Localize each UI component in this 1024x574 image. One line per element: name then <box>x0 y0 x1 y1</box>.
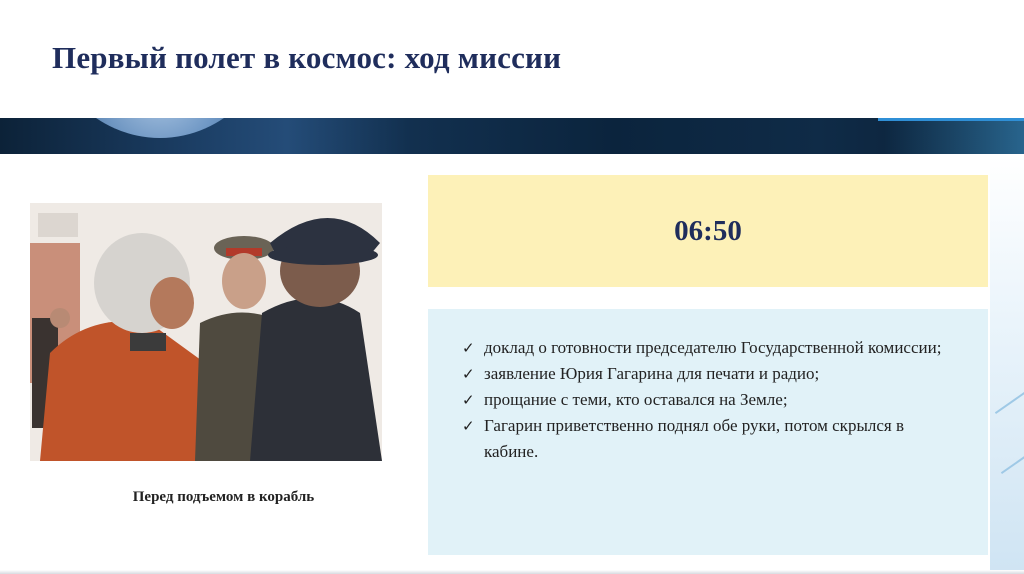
list-item <box>462 413 954 465</box>
checkmark-icon: ✓ <box>462 365 475 383</box>
photo-caption: Перед подъемом в корабль <box>132 489 315 505</box>
list-item <box>462 361 954 387</box>
event-text: заявление Юрия Гагарина для печати и радио; <box>484 364 820 383</box>
event-text: доклад о готовности председателю Государственной комиссии; <box>484 338 942 357</box>
earth-horizon-graphic <box>40 118 280 138</box>
mission-photo <box>30 203 382 461</box>
slide-title: Первый полет в космос: ход миссии <box>52 40 562 75</box>
events-list <box>428 309 988 465</box>
list-item <box>462 387 954 413</box>
decorative-edge <box>990 155 1024 574</box>
banner-glow <box>884 118 1024 154</box>
bottom-edge <box>0 570 1024 574</box>
photo-illustration <box>30 203 382 461</box>
mission-time: 06:50 <box>674 214 742 247</box>
events-box <box>428 309 988 555</box>
list-item <box>462 335 954 361</box>
accent-line <box>878 118 1024 121</box>
event-text: Гагарин приветственно поднял обе руки, потом скрылся в кабине. <box>484 416 904 461</box>
space-banner <box>0 118 1024 154</box>
decor-streak <box>995 378 1024 414</box>
decor-streak <box>1001 438 1024 474</box>
checkmark-icon: ✓ <box>462 391 475 409</box>
event-text: прощание с теми, кто оставался на Земле; <box>484 390 788 409</box>
time-box <box>428 175 988 287</box>
checkmark-icon: ✓ <box>462 417 475 435</box>
checkmark-icon: ✓ <box>462 339 475 357</box>
